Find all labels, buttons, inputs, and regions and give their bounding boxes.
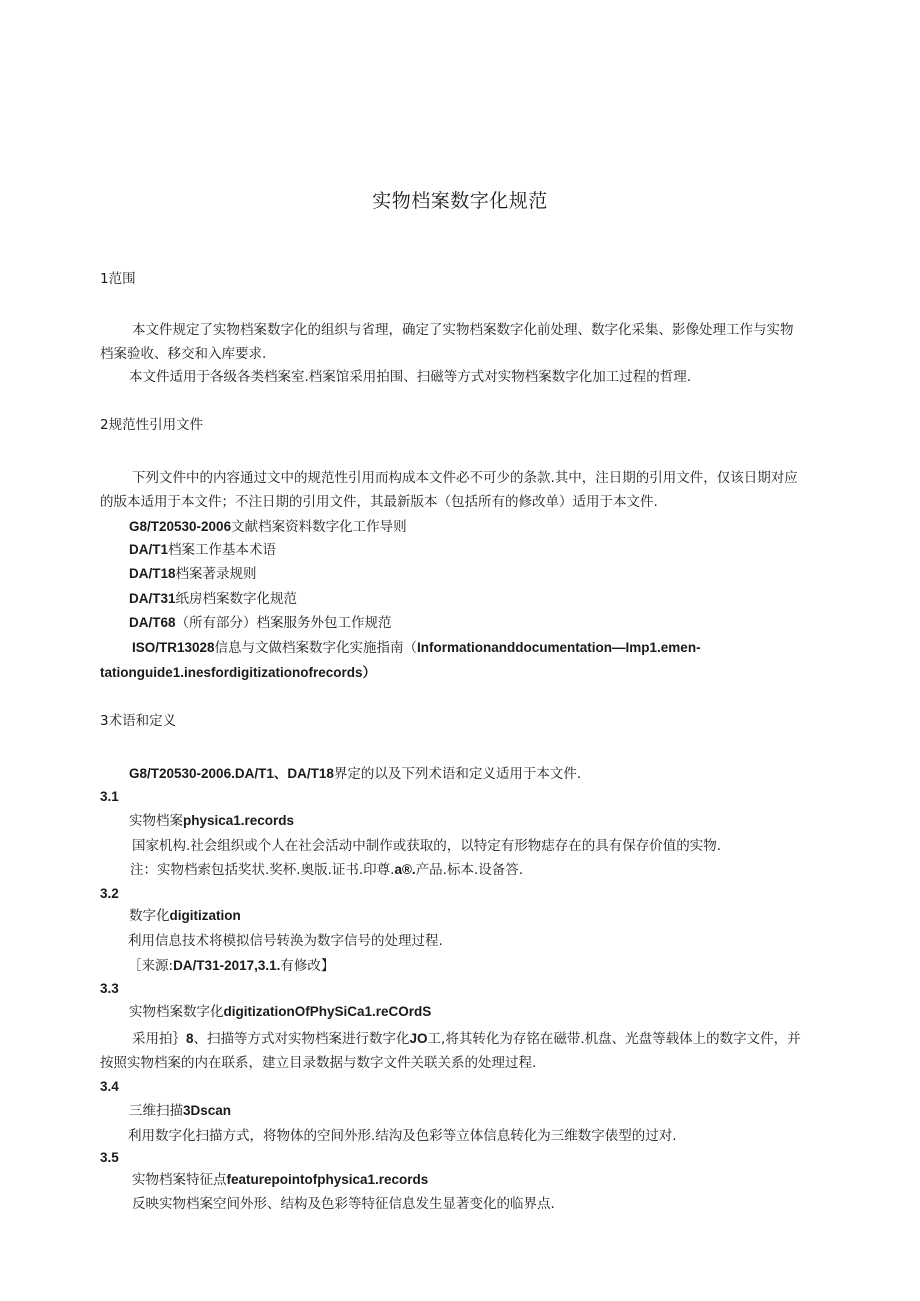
term-name-en: 3Dscan [183,1103,232,1118]
reference-code: DA/T1 [129,542,169,557]
document-title: 实物档案数字化规范 [372,190,548,212]
reference-item-iso-continued: tationguide1.inesfordigitizationofrecords） [100,665,377,680]
reference-code: DA/T18 [129,566,176,581]
section-heading-terms-definitions: 3术语和定义 [100,713,177,729]
term-heading [129,811,294,831]
reference-item [129,564,257,584]
term-number: 3.1 [100,789,119,804]
term-source [128,956,334,976]
term-number: 3.3 [100,981,119,996]
note-text: 产品.标本.设备答. [415,862,524,878]
reference-title: 信息与文做档案数字化实施指南（ [214,640,418,656]
definition-text-bold: JO [409,1031,428,1046]
definition-text: 采用拍｝ [132,1031,186,1047]
section-heading-normative-references: 2规范性引用文件 [100,417,204,433]
paragraph-line: 的版本适用于本文件；不注日期的引用文件，其最新版本（包括所有的修改单）适用于本文件. [100,494,658,510]
note-text: 注：实物档索包括奖状.奖杯.奥版.证书.印尊. [130,862,395,878]
terms-intro-text: 界定的以及下列术语和定义适用于本文件. [333,766,582,782]
term-name-cn: 数字化 [129,908,170,924]
paragraph-line: 本文件适用于各级各类档案室.档案馆采用拍围、扫磁等方式对实物档案数字化加工过程的哲理. [129,369,692,385]
term-name-cn: 三维扫描 [129,1103,183,1119]
reference-title: （所有部分）档案服务外包工作规范 [175,615,392,631]
paragraph-line: 下列文件中的内容通过文中的规范性引用而构成本文件必不可少的条款.其中，注日期的引用文件，仅该日期对应 [132,470,798,486]
term-definition: 国家机构.社会组织或个人在社会活动中制作或获取的，以特定有形物痣存在的具有保存价值的实物. [132,838,722,854]
reference-code: DA/T31 [129,591,176,606]
reference-code: ISO/TR13028 [132,640,215,655]
reference-title-english: Informationanddocumentation—Imp1.emen- [417,640,701,655]
section-heading-scope: 1范围 [100,271,136,287]
term-name-en: featurepointofphysica1.records [226,1172,429,1187]
reference-item [129,540,276,560]
term-heading [129,1002,431,1022]
term-name-cn: 实物档案数字化 [129,1004,224,1020]
term-heading [132,1170,428,1190]
term-definition: 按照实物档案的内在联系，建立目录数据与数字文件关联关系的处理过程. [100,1055,537,1071]
term-name-cn: 实物档案 [129,813,183,829]
terms-intro-codes: G8/T20530-2006.DA/T1、DA/T18 [129,766,334,781]
reference-title: 档案工作基本术语 [168,542,277,558]
term-heading [129,1101,231,1121]
source-text: 有修改】 [280,958,335,974]
definition-text: 、扫描等方式对实物档案进行数字化 [193,1031,410,1047]
term-number: 3.4 [100,1079,119,1094]
reference-code: DA/T68 [129,615,176,630]
term-number: 3.2 [100,886,119,901]
reference-title: 档案著录规则 [175,566,257,582]
definition-text: 工,将其转化为存铭在磁带.机盘、光盘等载体上的数字文件，并 [427,1031,801,1047]
paragraph-line: 档案验收、移交和入库要求. [100,346,267,362]
term-note [130,860,523,880]
term-name-en: physica1.records [183,813,295,828]
term-heading [129,906,241,926]
term-name-en: digitization [169,908,241,923]
reference-title: 文献档案资料数字化工作导则 [231,519,407,535]
reference-item [129,613,392,633]
note-text-bold: a®. [394,862,416,877]
definition-text-bold: 8 [186,1031,194,1046]
reference-item [129,589,297,609]
term-definition: 利用信息技术将模拟信号转涣为数字信号的处理过程. [128,933,443,949]
paragraph-line: 本文件规定了实物档案数字化的组织与省理，确定了实物档案数字化前处理、数字化采集、影像处理工作与实物 [132,322,794,338]
term-definition: 利用数字化扫描方式，将物体的空间外形.结沟及色彩等立体信息转化为三维数字俵型的过对. [128,1128,677,1144]
source-text: ［来源: [128,958,174,974]
reference-item-iso [132,638,701,658]
term-definition: 反映实物档案空间外形、结构及色彩等特征信息发生显著变化的临界点. [132,1196,555,1212]
term-number: 3.5 [100,1150,119,1165]
term-name-en: digitizationOfPhySiCa1.reCOrdS [223,1004,432,1019]
reference-title: 纸房档案数字化规范 [175,591,298,607]
terms-intro [129,764,581,784]
term-definition [132,1029,801,1049]
term-name-cn: 实物档案特征点 [132,1172,227,1188]
source-ref: DA/T31-2017,3.1. [173,958,281,973]
reference-item [129,517,407,537]
reference-code: G8/T20530-2006 [129,519,232,534]
